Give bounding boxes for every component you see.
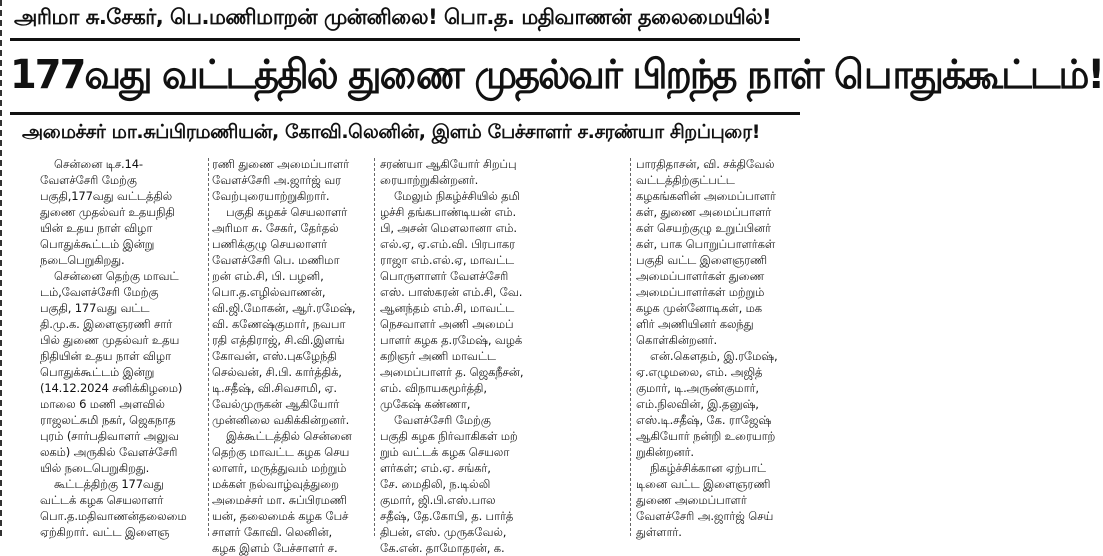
- article-line: இக்கூட்டத்தில் சென்னை: [226, 429, 352, 443]
- article-line: என்.கௌதம், இ.ரமேஷ்,: [650, 349, 778, 363]
- article-line: வேல்முருகன் ஆகியோர்: [212, 397, 340, 411]
- article-line: டினை வட்ட இளைஞரணி: [636, 477, 771, 491]
- article-line: துணை அமைப்பாளர்: [636, 493, 747, 507]
- article-line: எம்.நிலவின், இ.தனுஷ்,: [636, 397, 759, 411]
- article-line: வட்டக் கழக செயலாளர்: [40, 493, 164, 507]
- article-line: ஏ.எழுமலை, எம். அஜித்: [636, 365, 763, 379]
- article-subheadline: அமைச்சர் மா.சுப்பிரமணியன், கோவி.லெனின், இளம் பேச்சாளர் ச.சரண்யா சிறப்புரை!: [22, 120, 760, 143]
- article-line: யன், தலைமைக் கழக பேச்: [212, 509, 349, 523]
- article-line: ரையாற்றுகின்றனர்.: [380, 173, 479, 187]
- article-line: நிகழ்ச்சிக்கான ஏற்பாட்: [650, 461, 766, 475]
- article-line: முன்னிலை வகிக்கின்றனர்.: [212, 413, 350, 427]
- article-line: பாளர் கழக த.ரமேஷ், வழக்: [380, 333, 523, 347]
- article-line: கே.என். தாமோதரன், க.: [380, 541, 505, 555]
- article-line: டம்,வேளச்சேரி மேற்கு: [40, 285, 159, 299]
- article-line: எம். விநாயகமூர்த்தி,: [380, 381, 487, 395]
- article-line: நெசவாளர் அணி அமைப்: [380, 317, 514, 331]
- article-line: பகுதி, 177வது வட்ட: [40, 301, 150, 315]
- article-line: சரண்யா ஆகியோர் சிறப்பு: [380, 157, 517, 171]
- article-line: ழச்சி தங்கபாண்டியன் எம்.: [380, 205, 517, 219]
- article-line: ரணி துணை அமைப்பாளர்: [212, 157, 349, 171]
- article-line: லாளர், மருத்துவம் மற்றும்: [212, 461, 347, 475]
- article-line: பொதுக்கூட்டம் இன்று: [40, 237, 155, 251]
- article-line: நிதியின் உதய நாள் விழா: [40, 349, 172, 363]
- article-line: பொருளாளர் வேளச்சேரி: [380, 269, 509, 283]
- article-line: எஸ்.டி.சதீஷ், கே. ராஜேஷ்: [636, 413, 772, 427]
- article-line: கூட்டத்திற்கு 177வது: [54, 477, 164, 491]
- article-line: தெற்கு மாவட்ட கழக செய: [212, 445, 350, 459]
- article-column-2: [212, 156, 364, 555]
- article-line: வேளச்சேரி அ.ஜார்ஜ் செய்: [636, 509, 774, 523]
- article-column-4: [636, 156, 816, 539]
- article-line: கள், துணை அமைப்பாளர்: [636, 205, 772, 219]
- article-line: செல்வன், சி.பி. கார்த்திக்,: [212, 365, 342, 379]
- article-line: கொள்கின்றனர்.: [636, 333, 717, 347]
- article-line: கழக இளம் பேச்சாளர் ச.: [212, 541, 338, 555]
- article-line: வேளச்சேரி மேற்கு: [394, 413, 491, 427]
- article-line: டி.சதீஷ், வி.சிவசாமி, ஏ.: [212, 381, 337, 395]
- article-line: கழகங்களின் அமைப்பாளர்: [636, 189, 776, 203]
- article-line: அமைப்பாளர்கள் துணை: [636, 269, 765, 283]
- article-line: யில் நடைபெறுகிறது.: [40, 461, 150, 475]
- article-line: சென்னை டிச.14-: [54, 157, 143, 171]
- article-line: சாளர் கோவி. லெனின்,: [212, 525, 332, 539]
- article-line: வேற்புரையாற்றுகிறார்.: [212, 189, 330, 203]
- article-line: வேளச்சேரி மேற்கு: [40, 173, 137, 187]
- article-line: நடைபெறுகிறது.: [40, 253, 125, 267]
- article-line: மேலும் நிகழ்ச்சியில் தமி: [394, 189, 520, 203]
- article-line: தி.மு.க. இளைஞரணி சார்: [40, 317, 173, 331]
- article-line: மக்கள் நல்வாழ்வுத்துறை: [212, 477, 339, 491]
- article-line: புரம் (சார்பதிவாளர் அலுவ: [40, 429, 179, 443]
- article-line: பணிக்குழு செயலாளர்: [212, 237, 327, 251]
- article-line: அமைப்பாளர்கள் மற்றும்: [636, 285, 765, 299]
- article-line: கறிஞர் அணி மாவட்ட: [380, 349, 496, 363]
- article-line: பொதுக்கூட்டம் இன்று: [40, 365, 155, 379]
- article-column-3: [380, 156, 626, 555]
- article-line: ளிர் அணியினர் கலந்து: [636, 317, 754, 331]
- article-line: பகுதி கழக நிர்வாகிகள் மற்: [380, 429, 518, 443]
- article-line: அமைச்சர் மா. சுப்பிரமணி: [212, 493, 347, 507]
- article-line: மாலை 6 மணி அளவில்: [40, 397, 165, 411]
- article-line: சதீஷ், தே.கோபி, த. பார்த்: [380, 509, 514, 523]
- article-line: பகுதி கழகச் செயலாளர்: [226, 205, 348, 219]
- article-line: ரதி எத்திராஜ், சி.வி.இளங்: [212, 333, 345, 347]
- article-line: பி, அசன் மௌலானா எம்.: [380, 221, 517, 235]
- article-line: சென்னை தெற்கு மாவட்: [54, 269, 179, 283]
- article-line: துள்ளார்.: [636, 525, 682, 539]
- article-line: வி.ஜி.மோகன், ஆர்.ரமேஷ்,: [212, 301, 356, 315]
- article-headline: 177வது வட்டத்தில் துணை முதல்வர் பிறந்த நாள் பொதுக்கூட்டம்!: [10, 51, 1103, 98]
- article-line: சே. மைதிலி, ந.டில்லி: [380, 477, 491, 491]
- article-line: ஏற்கிறார். வட்ட இளைஞ: [40, 525, 170, 539]
- article-line: கள், பாக பொறுப்பாளர்கள்: [636, 237, 776, 251]
- article-line: (14.12.2024 சனிக்கிழமை): [40, 381, 183, 395]
- article-line: துணை முதல்வர் உதயநிதி: [40, 205, 175, 219]
- article-line: வேளச்சேரி பெ. மணிமா: [212, 253, 340, 267]
- article-line: வட்டத்திற்குட்பட்ட: [636, 173, 735, 187]
- article-line: அரிமா சு. சேகர், தேர்தல்: [212, 221, 339, 235]
- article-line: எல்.ஏ, ஏ.எம்.வி. பிரபாகர: [380, 237, 515, 251]
- article-line: கோவன், எஸ்.புகழேந்தி: [212, 349, 337, 363]
- article-line: ளர்கள்; எம்.ஏ. சங்கர்,: [380, 461, 491, 475]
- article-line: கள் செயற்குழு உறுப்பினர்: [636, 221, 771, 235]
- article-body: [40, 156, 810, 555]
- article-column-1: [40, 156, 202, 539]
- article-line: குமார், ஜி.பி.எஸ்.பால: [380, 493, 496, 507]
- article-line: லகம்) அருகில் வேளச்சேரி: [40, 445, 178, 459]
- article-line: கழக முன்னோடிகள், மக: [636, 301, 762, 315]
- article-line: ஆனந்தம் எம்.சி, மாவட்ட: [380, 301, 515, 315]
- article-line: எஸ். பாஸ்கரன் எம்.சி, வே.: [380, 285, 523, 299]
- article-line: பொ.த.மதிவாணன்தலைமை: [40, 509, 187, 523]
- article-line: திபன், எஸ். முருகவேல்,: [380, 525, 507, 539]
- headline-rule: [10, 112, 800, 115]
- article-kicker: அரிமா சு.சேகர், பெ.மணிமாறன் முன்னிலை! பொ.த. மதிவாணன் தலைமையில்!: [14, 4, 772, 29]
- article-line: ராஜா எம்.எல்.ஏ, மாவட்ட: [380, 253, 515, 267]
- article-line: அமைப்பாளர் த. ஜெகநீசன்,: [380, 365, 524, 379]
- article-line: யின் உதய நாள் விழா: [40, 221, 153, 235]
- article-line: பொ.த.எழில்வாணன்,: [212, 285, 326, 299]
- article-line: றும் வட்டக் கழக செயலா: [380, 445, 510, 459]
- article-line: றன் எம்.சி, பி. பழனி,: [212, 269, 324, 283]
- article-line: முகேஷ் கண்ணா,: [380, 397, 471, 411]
- article-line: பாரதிதாசன், வி. சக்திவேல்: [636, 157, 775, 171]
- top-rule: [10, 38, 800, 41]
- article-line: றுகின்றனர்.: [636, 445, 694, 459]
- article-line: வேளச்சேரி அ.ஜார்ஜ் வர: [212, 173, 341, 187]
- article-line: பகுதி வட்ட இளைஞரணி: [636, 253, 768, 267]
- article-line: வி. கணேஷ்குமார், நவபா: [212, 317, 346, 331]
- article-line: ஆகியோர் நன்றி உரையாற்: [636, 429, 776, 443]
- article-line: பகுதி,177வது வட்டத்தில்: [40, 189, 173, 203]
- article-line: பில் துணை முதல்வர் உதய: [40, 333, 180, 347]
- article-line: குமார், டி.அருண்குமார்,: [636, 381, 759, 395]
- article-line: ராஜலட்சுமி நகர், ஜெகநாத: [40, 413, 176, 427]
